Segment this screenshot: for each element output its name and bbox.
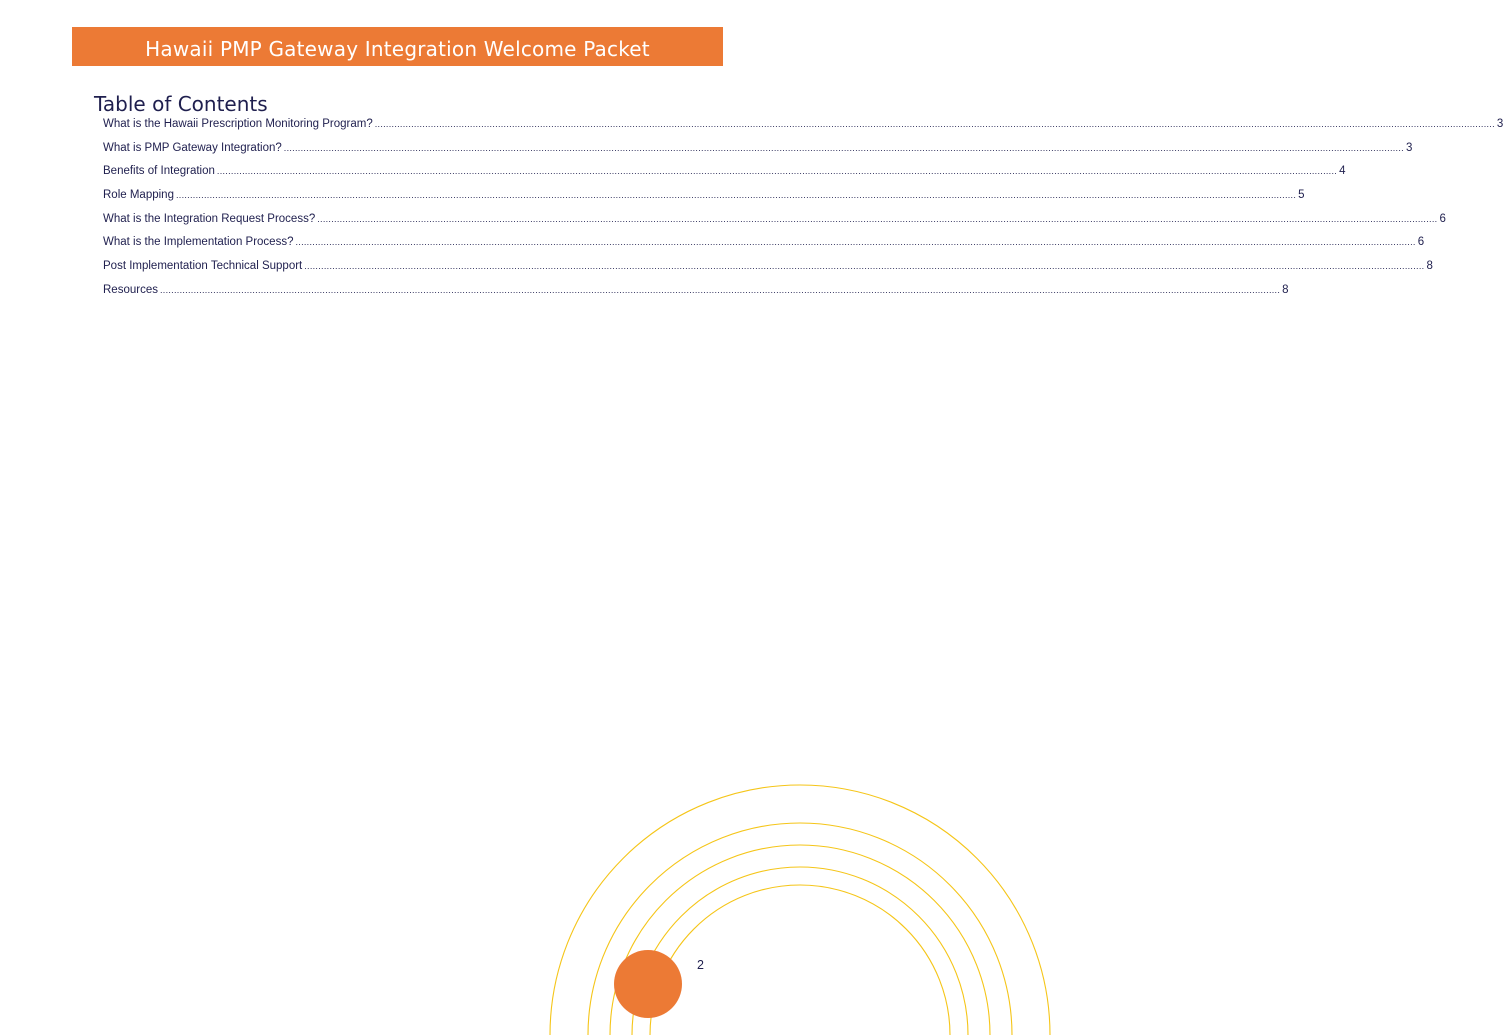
toc-leader-dots: ................................................................................................................................................................................................................................................................................................................................................................................................................ xyxy=(283,142,1404,153)
toc-entry-page: 5 xyxy=(1298,189,1305,202)
toc-entry-page: 4 xyxy=(1339,165,1346,178)
toc-entry-title: What is the Implementation Process? xyxy=(103,236,294,249)
toc-entry-title: Role Mapping xyxy=(103,189,174,202)
toc-entry-page: 8 xyxy=(1282,283,1289,296)
toc-entry-page: 6 xyxy=(1439,212,1446,225)
toc-entry-title: What is PMP Gateway Integration? xyxy=(103,141,282,154)
toc-entry-page: 3 xyxy=(1405,141,1413,154)
document-title: Hawaii PMP Gateway Integration Welcome Packet xyxy=(145,36,650,61)
arc-ring xyxy=(632,867,968,1035)
toc-entry-title: What is the Integration Request Process? xyxy=(103,212,316,225)
toc-leader-dots: ................................................................................................................................................................................................................................................................................................................................................................................................................ xyxy=(295,237,1416,248)
orange-circle xyxy=(614,950,682,1018)
toc-leader-dots: ................................................................................................................................................................................................................................................................................................................................................................................................................ xyxy=(175,190,1297,201)
toc-entry-page: 8 xyxy=(1426,260,1433,273)
toc-leader-dots: ................................................................................................................................................................................................................................................................................................................................................................................................................ xyxy=(317,213,1438,224)
toc-entry-page: 3 xyxy=(1496,118,1503,130)
toc-entry-title: Resources xyxy=(103,283,158,296)
toc-heading: Table of Contents xyxy=(94,92,268,116)
toc-leader-dots: ................................................................................................................................................................................................................................................................................................................................................................................................................ xyxy=(374,119,1495,129)
toc-leader-dots: ................................................................................................................................................................................................................................................................................................................................................................................................................ xyxy=(304,261,1425,272)
toc-entry-title: Post Implementation Technical Support xyxy=(103,260,303,273)
toc-leader-dots: ................................................................................................................................................................................................................................................................................................................................................................................................................ xyxy=(216,166,1338,177)
toc-entry-title: What is the Hawaii Prescription Monitoring Program? xyxy=(103,118,373,130)
toc-leader-dots: ................................................................................................................................................................................................................................................................................................................................................................................................................ xyxy=(159,284,1281,295)
toc-entry-page: 6 xyxy=(1417,236,1425,249)
page-number: 2 xyxy=(697,958,704,972)
arc-ring xyxy=(650,885,950,1035)
toc-entry-title: Benefits of Integration xyxy=(103,165,215,178)
